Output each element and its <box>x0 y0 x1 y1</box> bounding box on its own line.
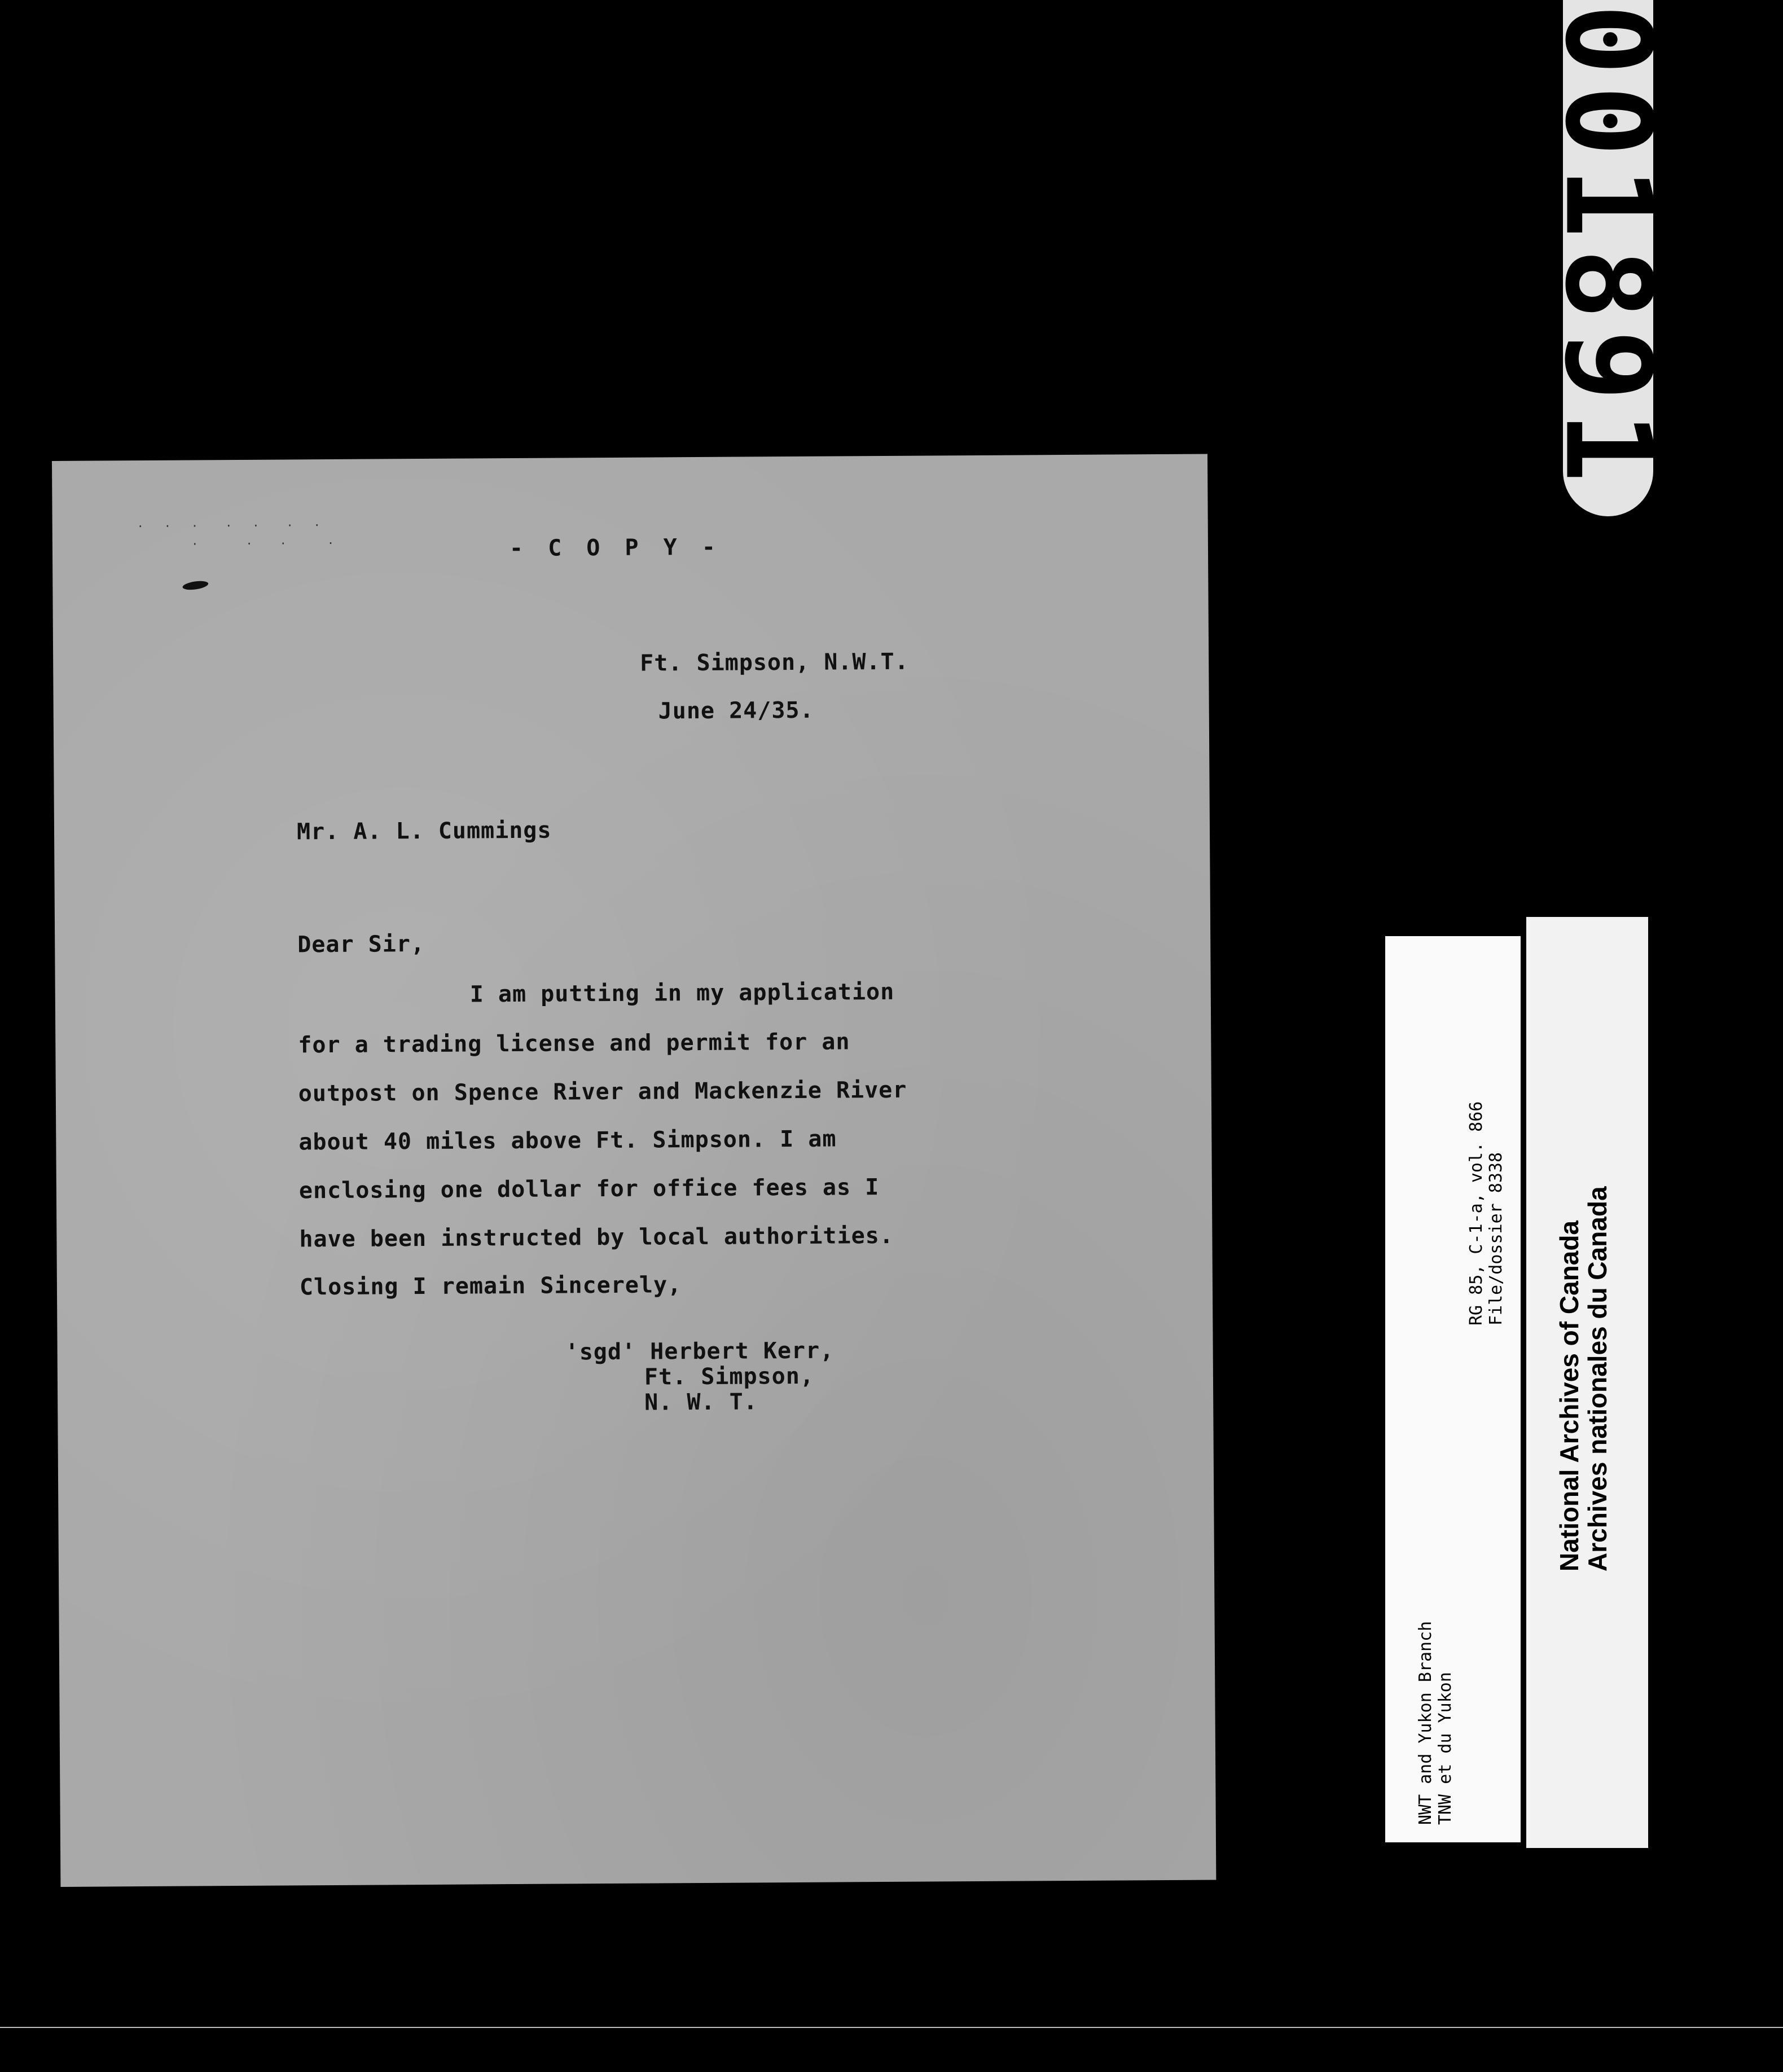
letter-place: Ft. Simpson, N.W.T. <box>640 648 909 677</box>
institution-label <box>1526 917 1648 1848</box>
institution-name-french: Archives nationales du Canada <box>1583 1186 1612 1571</box>
letter-salutation: Dear Sir, <box>297 930 425 958</box>
letter-body-line: outpost on Spence River and Mackenzie River <box>298 1077 907 1107</box>
signature-line: 'sgd' Herbert Kerr, <box>565 1337 835 1366</box>
copy-mark: - C O P Y - <box>509 534 722 562</box>
letter-closing: Closing I remain Sincerely, <box>299 1272 682 1301</box>
reference-label-line: RG 85, C-1-a, vol. 866 <box>1466 1101 1486 1325</box>
paper-specks: . . . . . . . . . . . <box>137 515 335 548</box>
letter-addressee: Mr. A. L. Cummings <box>296 817 552 845</box>
letter-body-line: I am putting in my application <box>469 978 895 1008</box>
film-edge-line <box>0 2027 1783 2028</box>
ink-smudge <box>182 580 209 591</box>
signature-line: Ft. Simpson, <box>644 1363 815 1390</box>
letter-body-line: enclosing one dollar for office fees as I <box>298 1174 880 1204</box>
archival-reference-label <box>1385 936 1521 1842</box>
letter-body-line: about 40 miles above Ft. Simpson. I am <box>298 1126 837 1156</box>
letter-body-line: have been instructed by local authorities. <box>299 1222 894 1253</box>
letter-sheet <box>52 454 1216 1886</box>
institution-name-english: National Archives of Canada <box>1554 1220 1584 1571</box>
letter-body-line: for a trading license and permit for an <box>298 1029 850 1059</box>
series-label-line: TNW et du Yukon <box>1435 1672 1455 1825</box>
reference-label-line: File/dossier 8338 <box>1486 1152 1506 1325</box>
frame-number-strip <box>1539 0 1677 516</box>
signature-line: N. W. T. <box>644 1389 758 1416</box>
frame-number: 001891 <box>1539 3 1677 493</box>
letter-date: June 24/35. <box>658 697 814 725</box>
series-label-line: NWT and Yukon Branch <box>1416 1621 1435 1825</box>
